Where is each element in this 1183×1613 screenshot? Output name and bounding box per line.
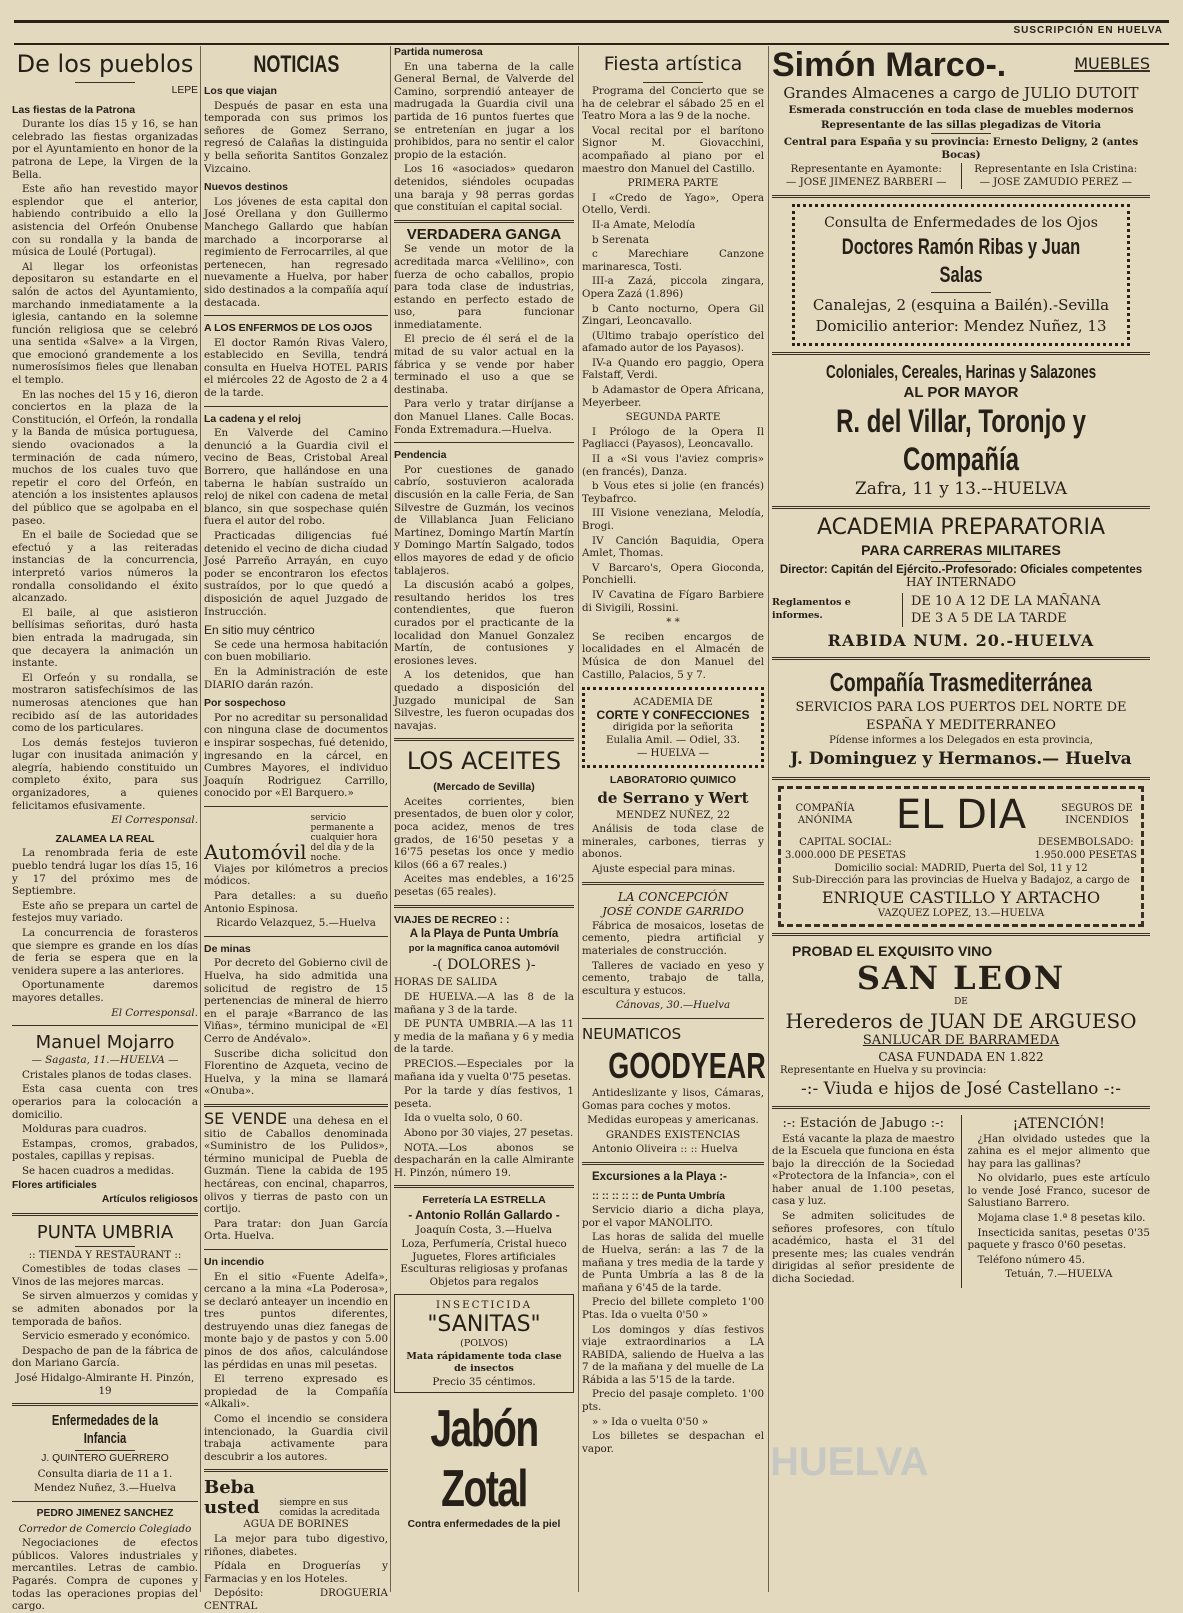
divider xyxy=(204,936,388,937)
paragraph: Por decreto del Gobierno civil de Huelva, ha sido admitida una solicitud de registro de 15 pertenencias de mineral de hierro en el paraje «Barranco de las Viñas», término municipal de «El Cerro de Andévalo». xyxy=(204,957,388,1045)
program-item: IV Canción Baquidia, Opera Amlet, Thomas. xyxy=(582,534,764,560)
paragraph: Suscribe dicha solicitud don Florentino de Azqueta, vecino de Huelva, y la mina se llamará «Onuba». xyxy=(204,1047,388,1098)
ad-line: Comestibles de todas clases — Vinos de las mejores marcas. xyxy=(12,1263,198,1288)
ad-line: — HUELVA — xyxy=(636,746,710,759)
library-watermark: HUELVA xyxy=(770,1440,929,1484)
ad-line: No olvidarlo, pues este artículo lo vende José Franco, sucesor de Salustiano Barrero. xyxy=(967,1172,1150,1210)
ad-line: HORAS DE SALIDA xyxy=(394,976,498,989)
ad-line: PROBAD EL EXQUISITO VINO xyxy=(792,943,993,960)
ad-line: Grandes Almacenes a cargo de JULIO DUTOIT xyxy=(783,84,1139,102)
divider xyxy=(204,1104,388,1107)
divider xyxy=(931,561,991,562)
ad-line: Por la tarde y días festivos, 1 peseta. xyxy=(394,1085,574,1110)
ad-line: Las horas de salida del muelle de Huelva, serán: a las 7 de la mañana y tres media de la tarde y de Punta Umbría a las 8 de la mañana y 6'45 de la tarde. xyxy=(582,1231,764,1294)
ad-line: NOTA.—Los abonos se despacharán en la calle Almirante H. Pinzón, número 19. xyxy=(394,1141,574,1179)
ad-line: SERVICIOS PARA LOS PUERTOS DEL NORTE DE ESPAÑA Y MEDITERRANEO xyxy=(795,699,1127,733)
divider xyxy=(12,1501,198,1502)
paragraph: Aceites corrientes, bien presentados, de buen olor y color, poca acidez, menos de tres grados, de 16'50 pesetas y a 16'75 pesetas los once y medio kilos (66 a 67 reales.) xyxy=(394,795,574,871)
ad-mojarro-title: Manuel Mojarro xyxy=(35,1032,175,1054)
ad-subtitle: siempre en sus comidas la acreditada xyxy=(279,1498,380,1519)
ad-academia-hours xyxy=(772,593,1150,627)
paragraph: Después de pasar en esta una temporada con sus primos los señores de Gomez Serrano, regresó de Calañas la distinguida y bella señorita Santitos Gonzalez Vizcaino. xyxy=(204,99,388,175)
paragraph: Durante los días 15 y 16, se han celebrado las fiestas organizadas por el Ayuntamiento en honor de la patrona de Lepe, la Virgen de la Bella. xyxy=(12,118,198,181)
divider xyxy=(394,1185,574,1188)
ad-line: — JOSE JIMENEZ BARBERI — xyxy=(786,175,947,188)
ad-line: Consulta de Enfermedades de los Ojos xyxy=(824,214,1098,231)
paragraph: Este año han revestido mayor esplendor que el anterior, habiendo contribuido a ello la asistencia del Orfeón Onubense con su rondalla y la banda de música de Loulé (Portugal). xyxy=(12,183,198,259)
ad-line: MENDEZ NUÑEZ, 22 xyxy=(615,808,731,821)
ad-title: "SANITAS" xyxy=(427,1312,541,1338)
paragraph: La discusión acabó a golpes, resultando heridos los tres contendientes, que fueron curados por el practicante de la localidad don Manuel Gonzalez Martín, de contusiones y erosiones leves. xyxy=(394,579,574,667)
ad-line: :: TIENDA Y RESTAURANT :: xyxy=(28,1248,182,1261)
ad-title: de Serrano y Wert xyxy=(597,788,749,807)
ad-line: La mejor para tubo digestivo, riñones, diabetes. xyxy=(204,1533,388,1558)
ad-line: Artículos religiosos xyxy=(101,1194,198,1206)
ad-line: CAPITAL SOCIAL: xyxy=(799,837,892,849)
ad-line: Mojama clase 1.ª 8 pesetas kilo. xyxy=(977,1212,1146,1225)
signature: El Corresponsal. xyxy=(111,814,198,827)
ad-line: Servicio diario a dicha playa, por el vapor MANOLITO. xyxy=(582,1204,764,1229)
article-heading: De minas xyxy=(204,942,251,955)
ad-laboratorio-title: LABORATORIO QUIMICO xyxy=(609,774,737,787)
ad-line: Ricardo Velazquez, 5.—Huelva xyxy=(216,917,376,930)
article-heading: Por sospechoso xyxy=(204,697,286,710)
column-rule xyxy=(200,46,201,1592)
ad-title: :-: Estación de Jabugo :-: xyxy=(782,1115,944,1131)
paragraph: Por cuestiones de ganado cabrío, sostuvieron acalorada discusión en la calle Feria, de San Silvestre de Guzmán, los vecinos de Villablanca Juan Feliciano Martinez, Domingo Martín Martín y Domingo Martín Salgado, todos ellos mayores de edad y de oficio tablajeros. xyxy=(394,463,574,577)
divider xyxy=(772,506,1150,509)
program-item: b Vous etes si jolie (en francés) Teybafrco. xyxy=(582,480,764,505)
ad-line: Esta casa cuenta con tres operarios para la colocación a domicilio. xyxy=(12,1083,198,1121)
section-title-pueblos: De los pueblos xyxy=(16,50,194,78)
ad-line: Sub-Dirección para las provincias de Huelva y Badajoz, a cargo de xyxy=(792,875,1130,887)
ad-line: SANLUCAR DE BARRAMEDA xyxy=(862,1032,1060,1048)
paragraph: Como el incendio se considera intencionado, la Guardia civil trabaja activamente para descubrir a los autores. xyxy=(204,1413,388,1463)
divider xyxy=(394,442,574,443)
paragraph: A los detenidos, que han quedado a disposición del Juzgado municipal de San Silvestre, les fueron ocupadas dos navajas. xyxy=(394,669,574,732)
ad-line: Está vacante la plaza de maestro de la Escuela que funciona en ésta bajo la dirección de la Sociedad «Protectora de la Infancia», con el haber anual de 1.100 pesetas, casa y luz. xyxy=(772,1132,955,1208)
paragraph: Practicadas diligencias fué detenido el vecino de dicha ciudad José Parreño Arrayán, en cuyo poder se encontraron los efectos sustraídos, por lo que quedó a disposición de aquel Juzgado de Instrucción. xyxy=(204,530,388,618)
ad-line: DE 10 A 12 DE LA MAÑANA xyxy=(911,593,1101,609)
ad-line: Cánovas, 30.—Huelva xyxy=(615,999,731,1012)
paragraph: En el baile de Sociedad que se efectuó y a las reiteradas instancias de la concurrencia, interpretó varios números la rondalla consolidando el éxito alcanzado. xyxy=(12,529,198,605)
ad-line: Ajuste especial para minas. xyxy=(592,863,736,876)
ad-line: DE xyxy=(954,997,968,1008)
ad-line: J. Dominguez y Hermanos.— Huelva xyxy=(790,749,1132,770)
ad-viajes-title: VIAJES DE RECREO : : xyxy=(394,913,510,926)
ad-line: DE PUNTA UMBRIA.—A las 11 y media de la mañana y 6 y media de la tarde. xyxy=(394,1018,574,1056)
ad-line: Precio 35 céntimos. xyxy=(432,1375,536,1388)
divider xyxy=(12,1213,198,1216)
ad-infancia-title: Enfermedades de la Infancia xyxy=(51,1412,159,1448)
article-heading: En sitio muy céntrico xyxy=(204,623,315,638)
ad-line: Antonio Oliveira :: :: Huelva xyxy=(592,1143,738,1156)
ad-line: Mata rápidamente toda clase de insectos xyxy=(406,1350,562,1375)
ad-line: Tetuán, 7.—HUELVA xyxy=(1005,1268,1113,1281)
divider xyxy=(643,82,703,83)
signature: El Corresponsal. xyxy=(111,1006,198,1019)
ad-line: Abono por 30 viajes, 27 pesetas. xyxy=(404,1126,574,1139)
column-1 xyxy=(12,46,198,1613)
ad-line: DE HUELVA.—A las 8 de la mañana y 3 de la tarde. xyxy=(394,991,574,1016)
ad-line: Domicilio social: MADRID, Puerta del Sol, 11 y 12 xyxy=(834,862,1088,874)
ad-line: Joaquín Costa, 3.—Huelva xyxy=(415,1223,553,1236)
article-heading: Un incendio xyxy=(204,1255,265,1268)
section-title-noticias: NOTICIAS xyxy=(252,51,339,78)
paragraph: En la Administración de este DIARIO darán razón. xyxy=(204,665,388,691)
paragraph: Los jóvenes de esta capital don José Orellana y don Guillermo Manchego Gallardo que habían marchado a incorporarse al regimiento de Ferrocarriles, al que pertenecen, han regresado nuevamente a Huelva, por haber sido destinados a la compañía aquí destacada. xyxy=(204,195,388,309)
ad-line: José Hidalgo-Almirante H. Pinzón, 19 xyxy=(15,1372,195,1397)
paragraph: Este año se prepara un cartel de festejos muy variado. xyxy=(12,899,198,925)
column-5-ads xyxy=(772,46,1150,1592)
ad-line: Canalejas, 2 (esquina a Bailén).-Sevilla xyxy=(812,295,1110,314)
ad-line: Contra enfermedades de la piel xyxy=(407,1519,561,1531)
ad-line: Precio del pasaje completo. 1'00 pts. xyxy=(582,1388,764,1414)
ad-capital xyxy=(785,837,1137,862)
subheading: (Mercado de Sevilla) xyxy=(433,781,535,794)
paragraph: Vocal recital por el barítono Signor M. Giovacchini, acompañado al piano por el maestro don Manuel del Castillo. xyxy=(582,124,764,175)
masthead-rule xyxy=(14,20,1169,45)
ad-sanitas xyxy=(394,1294,574,1393)
ad-line: Domicilio anterior: Mendez Nuñez, 13 xyxy=(815,316,1107,335)
article-heading: Las fiestas de la Patrona xyxy=(12,103,136,116)
ad-line: Representante en Ayamonte: xyxy=(790,163,942,176)
ad-line: Antideslizante y lisos, Cámaras, Gomas para coches y motos. xyxy=(582,1087,764,1112)
ad-line: Loza, Perfumería, Cristal hueco Juguetes, Flores artificiales Esculturas religiosas y profanas Objetos para regalos xyxy=(400,1238,568,1288)
ad-line: Para tratar: don Juan García Orta. Huelva. xyxy=(204,1217,388,1243)
program-item: II a «Si vous l'aviez compris» (en francés), Danza. xyxy=(582,453,764,478)
ad-line: Representante en Huelva y su provincia: xyxy=(780,1064,987,1076)
divider xyxy=(582,1018,764,1019)
subheading: PRIMERA PARTE xyxy=(627,177,719,190)
ad-line: Zafra, 11 y 13.--HUELVA xyxy=(854,478,1068,499)
ad-title: ¡ATENCIÓN! xyxy=(1012,1115,1105,1132)
ad-line: Se vende un motor de la acreditada marca «Velilino», con fuerza de ocho caballos, propio para toda clase de industrias, estando en perfecto estado de uso, para funcionar inmediatamente. xyxy=(394,243,574,331)
ad-automovil xyxy=(204,813,388,863)
ad-line: Consulta diaria de 11 a 1. xyxy=(37,1467,173,1480)
ad-line: PRECIOS.—Especiales por la mañana ida y vuelta 0'75 pesetas. xyxy=(394,1057,574,1083)
divider xyxy=(772,195,1150,198)
ad-line: A la Playa de Punta Umbría xyxy=(409,928,559,941)
ad-line: dirigida por la señorita xyxy=(612,721,734,734)
ad-line: Precio del billete completo 1'00 Ptas. Ida o vuelta 0'50 » xyxy=(582,1296,764,1321)
ad-concepcion-title: LA CONCEPCIÓN xyxy=(617,889,729,904)
ad-title: R. del Villar, Toronjo y Compañía xyxy=(836,402,1086,477)
separator-stars: * * xyxy=(666,616,680,629)
ad-line: Se admiten solicitudes de señores profesores, con título académico, hasta el 31 del presente mes; las cuales vendrán dirigidas al señor presidente de dicha Sociedad. xyxy=(772,1210,955,1286)
ad-line: Despacho de pan de la fábrica de don Mariano García. xyxy=(12,1344,198,1370)
ad-line: Representante en Isla Cristina: xyxy=(974,163,1138,176)
ad-line: » » Ida o vuelta 0'50 » xyxy=(592,1415,709,1428)
divider xyxy=(582,882,764,885)
paragraph: En el sitio «Fuente Adelfa», cercano a la mina «La Poderosa», se declaró anteayer un incendio en tres puntos diferentes, destruyendo unas diez fanegas de monte bajo y de pastos y con 5.00 pinos de dos años, calculándose las pérdidas en unas mil pesetas. xyxy=(204,1270,388,1371)
program-item: IV Cavatina de Fígaro Barbiere di Sivigili, Rossini. xyxy=(582,588,764,614)
divider xyxy=(582,1162,764,1165)
program-item: c Marechiare Canzone marinaresca, Tosti. xyxy=(582,248,764,273)
ad-line: Viajes por kilómetros a precios módicos. xyxy=(204,862,388,888)
ad-line: VAZQUEZ LOPEZ, 13.—HUELVA xyxy=(877,907,1045,919)
ad-line: - Antonio Rollán Gallardo - xyxy=(408,1207,560,1222)
ad-zotal-title: Jabón Zotal xyxy=(430,1400,538,1519)
ad-academia-corte xyxy=(582,687,764,768)
divider xyxy=(204,315,388,316)
ad-line: RABIDA NUM. 20.-HUELVA xyxy=(827,630,1095,650)
ad-line: Para detalles: a su dueño Antonio Espinosa. xyxy=(204,890,388,915)
article-heading: Partida numerosa xyxy=(394,46,483,58)
ad-line: — JOSE ZAMUDIO PEREZ — xyxy=(979,175,1132,188)
ad-line: Herederos de JUAN DE ARGUESO xyxy=(785,1008,1137,1033)
ad-line: Se hacen cuadros a medidas. xyxy=(22,1164,175,1177)
program-item: I Prólogo de la Opera Il Pagliacci (Payasos), Leoncavallo. xyxy=(582,425,764,451)
ad-subtitle: MUEBLES xyxy=(1074,53,1150,73)
paragraph: Oportunamente daremos mayores detalles. xyxy=(12,979,198,1004)
ad-address: — Sagasta, 11.—HUELVA — xyxy=(31,1054,179,1067)
ad-line: Director: Capitán del Ejército.-Profesorado: Oficiales competentes xyxy=(779,563,1143,576)
ad-line: Fábrica de mosaicos, losetas de cemento, piedra artificial y materiales de construcción. xyxy=(582,919,764,958)
ad-line: Estampas, cromos, grabados, postales, capillas y repisas. xyxy=(12,1137,198,1163)
ad-line: Los domingos y días festivos viaje extraordinarios a LA RABIDA, saliendo de Huelva a las 7 de la mañana y del muelle de La Rábida a las 5'15 de la tarde. xyxy=(582,1323,764,1386)
ad-line: Pídense informes a los Delegados en esta provincia, xyxy=(829,734,1093,746)
ad-title: Beba usted xyxy=(204,1477,260,1519)
ad-beba xyxy=(204,1478,388,1518)
article-heading: La cadena y el reloj xyxy=(204,412,301,425)
ad-line: Análisis de toda clase de minerales, carbones, tierras y abonos. xyxy=(582,823,764,861)
ad-line: Medidas europeas y americanas. xyxy=(587,1114,759,1127)
ad-representatives xyxy=(772,163,1150,188)
ad-line: -:- Viuda e hijos de José Castellano -:- xyxy=(800,1078,1122,1099)
ad-line: Corredor de Comercio Colegiado xyxy=(18,1522,192,1535)
ad-title: EL DIA xyxy=(895,792,1027,839)
bottom-ads xyxy=(772,1115,1150,1288)
ad-line: INSECTICIDA xyxy=(435,1299,533,1312)
ad-ganga-title: VERDADERA GANGA xyxy=(406,225,562,243)
ad-line: Depósito: DROGUERIA CENTRAL xyxy=(204,1587,388,1612)
column-2 xyxy=(204,46,388,1612)
ad-punta-umbria-title: PUNTA UMBRIA xyxy=(36,1221,174,1243)
town-heading: LEPE xyxy=(171,85,198,96)
article-heading: A LOS ENFERMOS DE LOS OJOS xyxy=(204,322,373,335)
paragraph: Se reciben encargos de localidades en el Almacén de Música de don Manuel del Castillo, Palacios, 5 y 7. xyxy=(582,630,764,681)
ad-jabugo xyxy=(772,1115,962,1288)
paragraph: En Valverde del Camino denunció a la Guardia civil el vecino de Beas, Cristobal Areal Borrero, que hallándose en una taberna le habían sustraído un reloj de nikel con cadena de metal blanco, sin que sospechase quién fuera el autor del robo. xyxy=(204,427,388,528)
ad-line: (POLVOS) xyxy=(460,1338,508,1350)
divider xyxy=(772,933,1150,936)
divider xyxy=(772,777,1150,780)
ad-line: Teléfono número 45. xyxy=(977,1253,1086,1266)
ad-line: El precio de él será el de la mitad de su valor actual en la fábrica y se vende por haber terminado el uso a que se destinaba. xyxy=(394,333,574,396)
ad-el-dia xyxy=(778,786,1144,927)
article-heading: Los que viajan xyxy=(204,85,277,97)
ad-line: JOSÉ CONDE GARRIDO xyxy=(602,904,744,919)
subscription-label: SUSCRIPCIÓN EN HUELVA xyxy=(1013,25,1163,36)
section-title-fiesta: Fiesta artística xyxy=(603,53,743,75)
ad-line: Esmerada construcción en toda clase de muebles modernos xyxy=(788,104,1134,116)
divider xyxy=(931,292,991,293)
ad-title: CORTE Y CONFECCIONES xyxy=(596,707,750,722)
ad-pjs-title: PEDRO JIMENEZ SANCHEZ xyxy=(36,1508,174,1519)
ad-line: Talleres de vaciado en yeso y cemento, trabajo de talla, escultura y estucos. xyxy=(582,959,764,997)
divider xyxy=(12,1025,198,1026)
ad-line: Flores artificiales xyxy=(12,1179,97,1191)
ad-line: COMPAÑÍA ANÓNIMA xyxy=(795,802,855,827)
program-item: III-a Zazá, piccola zingara, Opera Zazá (1.896) xyxy=(582,275,764,300)
ad-line: AGUA DE BORINES xyxy=(243,1518,349,1531)
divider xyxy=(394,220,574,223)
ad-line: Coloniales, Cereales, Harinas y Salazones xyxy=(825,361,1097,382)
program-item: b Canto nocturno, Opera Gil Zingari, Leoncavallo. xyxy=(582,302,764,328)
ad-title: Doctores Ramón Ribas y Juan Salas xyxy=(841,233,1081,287)
town-heading: ZALAMEA LA REAL xyxy=(55,832,155,845)
program-item: IV-a Quando ero paggio, Opera Falstaff, Verdi. xyxy=(582,356,764,382)
ad-subtitle: :: :: :: :: :: de Punta Umbría xyxy=(592,1189,725,1202)
divider xyxy=(772,657,1150,660)
ad-subtitle: servicio permanente a cualquier hora del día y de la noche. xyxy=(310,812,378,863)
ad-line: Pídala en Droguerías y Farmacias y en los Hoteles. xyxy=(204,1560,388,1585)
paragraph: Se cede una hermosa habitación con buen mobiliario. xyxy=(204,638,388,664)
ad-line: Mendez Nuñez, 3.—Huelva xyxy=(33,1482,177,1495)
ad-simon-marco-header xyxy=(772,46,1150,84)
ad-se-vende: SE VENDE una dehesa en el sitio de Caballos denominada «Suministro de los Pulidos», término municipal de Puebla de Guzmán. Tiene la cabida de 195 hectáreas, con encinal, chaparros, olivos y tierras de pasto con un cortijo. xyxy=(204,1108,388,1216)
divider xyxy=(75,1246,135,1247)
ad-line: DESEMBOLSADO: xyxy=(1037,837,1134,849)
ad-line: por la magnífica canoa automóvil xyxy=(408,942,560,954)
ad-line: Para verlo y tratar diríjanse a don Manuel Llanes. Calle Bocas. Fonda Extremadura.—Huelva. xyxy=(394,398,574,436)
ad-line: Negociaciones de efectos públicos. Valores industriales y mercantiles. Letras de cambio. Pagarés. Compra de cupones y todas las operaciones propias del cargo. xyxy=(12,1537,198,1613)
ad-line: Eulalia Amil. — Odiel, 33. xyxy=(605,733,741,746)
subheading: SEGUNDA PARTE xyxy=(625,411,721,424)
paragraph: La renombrada feria de este pueblo tendrá lugar los días 15, 16 y 17 del próximo mes de Septiembre. xyxy=(12,847,198,898)
ad-line: GRANDES EXISTENCIAS xyxy=(605,1128,741,1141)
ad-trasmediterranea-title: Compañía Trasmediterránea xyxy=(829,666,1093,697)
ad-line: Los billetes se despachan el vapor. xyxy=(582,1430,764,1455)
paragraph: En una taberna de la calle General Bernal, de Valverde del Camino, sorprendió anteayer de madrugada la Guardia civil una partida de 16 puntos fuertes que se entretenían en jugar a los prohibidos, para no sentir el calor propio de la estación. xyxy=(394,60,574,161)
ad-line: CASA FUNDADA EN 1.822 xyxy=(878,1049,1044,1064)
column-3 xyxy=(394,46,574,1592)
ad-academia-title: ACADEMIA PREPARATORIA xyxy=(816,514,1106,540)
column-rule xyxy=(768,46,769,1592)
divider xyxy=(204,806,388,807)
rep-isla-cristina xyxy=(962,163,1151,188)
ad-line: Molduras para cuadros. xyxy=(22,1123,147,1136)
program-item: (Ultimo trabajo operístico del afamado autor de los Payasos). xyxy=(582,329,764,355)
ad-atencion xyxy=(962,1115,1151,1288)
paragraph: Por no acreditar su personalidad con ninguna clase de documentos e inspirar sospechas, fué detenido, ingresando en la cárcel, en Cumbres Mayores, el individuo Joaquín Rodriguez Carrillo, conocido por «El Barquero.» xyxy=(204,711,388,800)
divider xyxy=(204,1469,388,1472)
divider xyxy=(204,1249,388,1250)
ad-line: ENRIQUE CASTILLO Y ARTACHO xyxy=(821,887,1101,907)
paragraph: Programa del Concierto que se ha de celebrar el sábado 25 en el Teatro Mora a las 9 de la noche. xyxy=(582,85,764,123)
column-rule xyxy=(390,46,391,1592)
column-rule xyxy=(578,46,579,1592)
ad-line: Ida o vuelta solo, 0 60. xyxy=(404,1112,523,1125)
ad-line: HAY INTERNADO xyxy=(905,575,1017,590)
paragraph: El terreno expresado es propiedad de la Compañía «Alkali». xyxy=(204,1373,388,1411)
paragraph: En las noches del 15 y 16, dieron conciertos en la plaza de la Constitución, el Orfeón, la rondalla y la Banda de música portuguesa, siendo ovacionados a la terminación de cada número, muchos de los cuales tuvo que repetir el coro del Orfeón, en atención a los insistentes aplausos del público que se agolpaba en el paseo. xyxy=(12,388,198,527)
paragraph: El Orfeón y su rondalla, se mostraron satisfechísimos de las numerosas atenciones que han recibido así de las autoridades como de los particulares. xyxy=(12,671,198,735)
divider xyxy=(75,82,135,83)
paragraph: Los 16 «asociados» quedaron detenidos, siéndoles ocupadas una baraja y 98 perras gordas que constituían el capital social. xyxy=(394,163,574,214)
ad-neumaticos-title: NEUMATICOS xyxy=(582,1025,682,1043)
paragraph: Aceites mas endebles, a 16'25 pesetas (65 reales). xyxy=(394,873,574,899)
ad-line: PARA CARRERAS MILITARES xyxy=(861,541,1061,558)
ad-line: AL POR MAYOR xyxy=(903,383,1019,401)
section-title-aceites: LOS ACEITES xyxy=(406,747,562,776)
ad-line: Servicio esmerado y económico. xyxy=(22,1330,191,1343)
program-item: V Barcaro's, Opera Gioconda, Ponchielli. xyxy=(582,561,764,587)
ad-line: Central para España y su provincia: Ernesto Deligny, 2 (antes Bocas) xyxy=(783,136,1139,161)
paragraph: Los demás festejos tuvieron lugar con inusitada animación y alegría, habiendo constituido un completo éxito, para sus organizadores, a quienes felicitamos efusivamente. xyxy=(12,736,198,812)
divider xyxy=(75,1450,135,1451)
column-4 xyxy=(582,46,764,1592)
divider xyxy=(394,738,574,741)
paragraph: Al llegar los orfeonistas depositaron su estandarte en el salón de actos del Ayuntamiento, marchando inmediatamente a la iglesia, cantando en la solemne función religiosa que se celebró una sentida «Salve» a la Virgen, que emocionó grandemente a los numerosísimos fieles que llenaban el templo. xyxy=(12,260,198,387)
ad-line: Representante de las sillas plegadizas de Vitoria xyxy=(820,118,1102,131)
divider xyxy=(394,905,574,908)
article-heading: Pendencia xyxy=(394,449,447,462)
divider xyxy=(204,406,388,407)
rep-ayamonte xyxy=(772,163,962,188)
paragraph: El baile, al que asistieron bellísimas señoritas, duró hasta bien entrada la madrugada, sin que decayera la animación un instante. xyxy=(12,606,198,670)
ad-line: Reglamentos e informes. xyxy=(772,597,851,621)
paragraph: La concurrencia de forasteros que siempre es grande en los días de feria se espera que en la venidera supere a las anteriores. xyxy=(12,927,198,977)
program-item: I «Credo de Yago», Opera Otello, Verdi. xyxy=(582,191,764,217)
ad-line: J. QUINTERO GUERRERO xyxy=(41,1453,169,1465)
divider xyxy=(772,352,1150,355)
paragraph: El doctor Ramón Rivas Valero, establecido en Sevilla, tendrá consulta en Huelva HOTEL PARIS el miércoles 22 de Agosto de 2 a 4 de la tarde. xyxy=(204,336,388,400)
ad-line: 3.000.000 DE PESETAS xyxy=(785,849,906,861)
divider xyxy=(772,1106,1150,1109)
ad-ferreteria-title: Ferretería LA ESTRELLA xyxy=(422,1194,546,1207)
ad-line: DE 3 A 5 DE LA TARDE xyxy=(911,610,1067,626)
ad-line: Se sirven almuerzos y comidas y se admiten abonados por la temporada de baños. xyxy=(12,1290,198,1328)
divider xyxy=(12,1403,198,1406)
ad-boat-name: -( DOLORES )- xyxy=(432,957,536,974)
program-item: b Serenata xyxy=(592,233,650,246)
ad-ojos xyxy=(792,204,1130,346)
program-item: III Visione veneziana, Melodía, Brogi. xyxy=(582,507,764,532)
goodyear-logo: GOODYEAR xyxy=(608,1045,766,1086)
ad-line: 1.950.000 PESETAS xyxy=(1034,849,1137,861)
ad-line: Cristales planos de todas clases. xyxy=(22,1068,192,1081)
article-heading: Nuevos destinos xyxy=(204,181,289,194)
ad-line: Insecticida sanitas, pesetas 0'35 paquete y frasco 0'60 pesetas. xyxy=(967,1226,1150,1252)
ad-hours xyxy=(902,593,1100,627)
divider xyxy=(931,133,991,134)
ad-title: Automóvil xyxy=(204,839,307,864)
program-item: b Adamastor de Opera Africana, Meyerbeer. xyxy=(582,384,764,409)
ad-san-leon-title: SAN LEON xyxy=(856,959,1066,998)
ad-line: SEGUROS DE INCENDIOS xyxy=(1061,802,1133,827)
ad-line: ACADEMIA DE xyxy=(633,696,713,709)
ad-excursiones-title: Excursiones a la Playa :- xyxy=(592,1170,727,1183)
ad-title: Simón Marco-. xyxy=(772,46,1007,84)
program-item: II-a Amate, Melodía xyxy=(592,218,696,231)
ad-line: ¿Han olvidado ustedes que la zahina es el mejor alimento que hay para las gallinas? xyxy=(967,1132,1150,1170)
